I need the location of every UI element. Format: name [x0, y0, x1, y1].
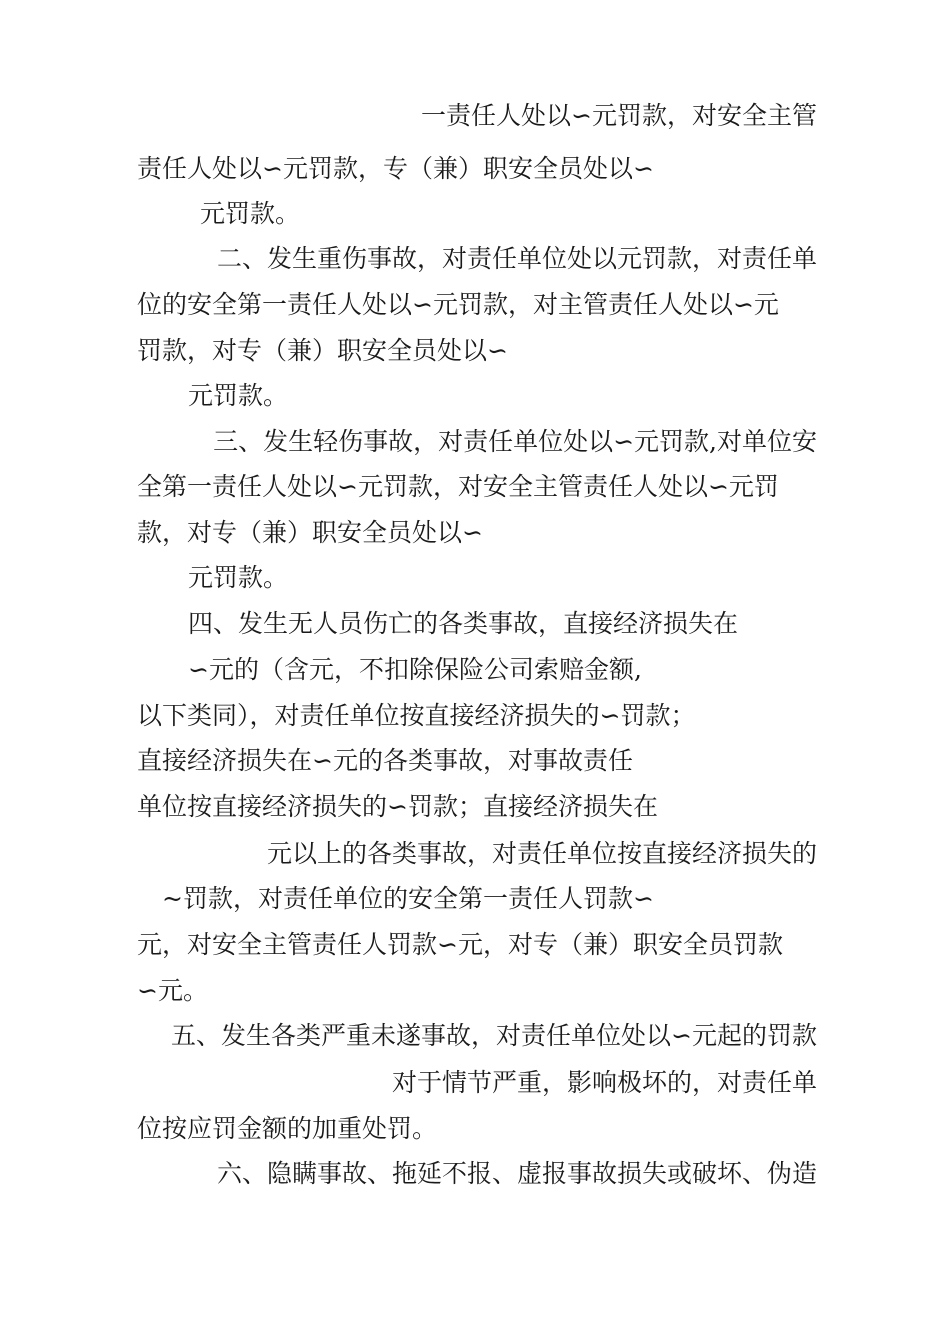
text-line: 以下类同），对责任单位按直接经济损失的∽罚款；	[137, 701, 696, 730]
text-line: 责任人处以∽元罚款，专（兼）职安全员处以∽	[137, 154, 654, 183]
text-line: 罚款，对专（兼）职安全员处以∽	[137, 336, 508, 365]
text-line: ~罚款，对责任单位的安全第一责任人罚款∽	[162, 884, 654, 913]
paragraph-2-start: 二、发生重伤事故，对责任单位处以元罚款，对责任单	[216, 244, 817, 273]
paragraph-4-start: 四、发生无人员伤亡的各类事故，直接经济损失在	[188, 609, 739, 638]
text-line: ∽元的（含元，不扣除保险公司索赔金额,	[188, 655, 642, 684]
text-line: 位的安全第一责任人处以∽元罚款，对主管责任人处以∽元	[137, 290, 779, 319]
text-line: 一责任人处以∽元罚款，对安全主管	[421, 101, 817, 130]
text-line: 元罚款。	[188, 563, 289, 592]
text-line: 元，对安全主管责任人罚款∽元，对专（兼）职安全员罚款	[137, 930, 783, 959]
text-line: 全第一责任人处以∽元罚款，对安全主管责任人处以∽元罚	[137, 472, 779, 501]
text-line: 位按应罚金额的加重处罚。	[137, 1114, 438, 1143]
text-line: 款，对专（兼）职安全员处以∽	[137, 518, 483, 547]
paragraph-3-start: 三、发生轻伤事故，对责任单位处以∽元罚款,对单位安	[213, 427, 817, 456]
text-line: 直接经济损失在∽元的各类事故，对事故责任	[137, 746, 633, 775]
paragraph-5-start: 五、发生各类严重未遂事故，对责任单位处以∽元起的罚款	[171, 1021, 817, 1050]
paragraph-6-start: 六、隐瞒事故、拖延不报、虚报事故损失或破坏、伪造	[216, 1159, 817, 1188]
text-line: 元罚款。	[200, 199, 301, 228]
text-line: ∽元。	[137, 976, 208, 1005]
text-line: 元以上的各类事故，对责任单位按直接经济损失的	[266, 839, 817, 868]
text-line: 元罚款。	[188, 381, 289, 410]
text-line: 单位按直接经济损失的∽罚款；直接经济损失在	[137, 792, 658, 821]
text-line: 对于情节严重，影响极坏的，对责任单	[391, 1068, 817, 1097]
